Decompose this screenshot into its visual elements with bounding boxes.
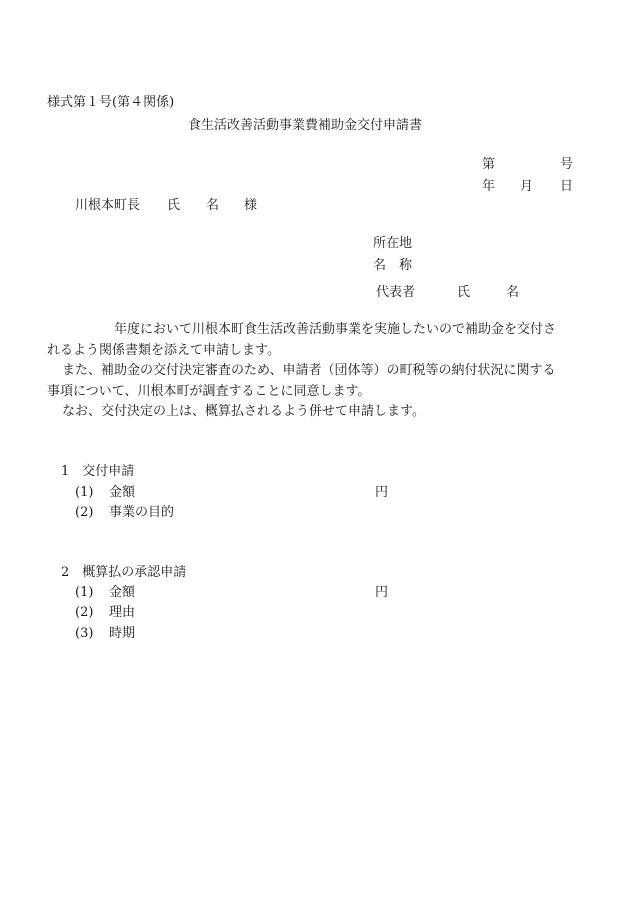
item-number: (1) — [75, 585, 94, 600]
item-label: 理由 — [109, 605, 136, 620]
date-month: 月 — [520, 179, 534, 194]
section-2-item-1 — [75, 586, 135, 599]
body-line-4: 事項について、川根本町が調査することに同意します。 — [47, 384, 371, 399]
body-line-2: れるよう関係書類を添えて申請します。 — [47, 343, 280, 358]
item-number: (1) — [75, 485, 94, 500]
item-label: 時期 — [109, 626, 136, 641]
item-number: (3) — [75, 626, 94, 641]
body-line-1: 年度において川根本町食生活改善活動事業を実施したいので補助金を交付さ — [114, 322, 557, 337]
document-title: 食生活改善活動事業費補助金交付申請書 — [188, 118, 423, 133]
date-day: 日 — [560, 179, 574, 194]
section-2-yen-unit: 円 — [375, 585, 389, 600]
body-line-5: なお、交付決定の上は、概算払されるよう併せて申請します。 — [62, 404, 425, 419]
item-number: (2) — [75, 605, 94, 620]
addressee-mei: 名 — [206, 198, 220, 213]
addressee-shi: 氏 — [167, 198, 181, 213]
section-2-heading: 2 概算払の承認申請 — [61, 565, 187, 580]
item-label: 事業の目的 — [109, 505, 175, 520]
section-1-item-1 — [75, 486, 135, 499]
section-2-item-2 — [75, 606, 135, 619]
body-line-3: また、補助金の交付決定審査のため、申請者（団体等）の町税等の納付状況に関する — [62, 363, 556, 378]
section-1-yen-unit: 円 — [375, 485, 389, 500]
addressee-sama: 様 — [244, 198, 258, 213]
item-number: (2) — [75, 505, 94, 520]
applicant-name-label: 名 称 — [373, 258, 413, 273]
form-number: 様式第１号(第４関係) — [47, 95, 175, 110]
section-1-heading: 1 交付申請 — [61, 464, 135, 479]
section-1-item-2 — [75, 506, 174, 519]
section-2-item-3 — [75, 627, 135, 640]
item-label: 金額 — [109, 585, 136, 600]
item-label: 金額 — [109, 485, 136, 500]
addressee-title: 川根本町長 — [75, 198, 141, 213]
applicant-mei: 名 — [506, 285, 520, 300]
applicant-address-label: 所在地 — [373, 236, 413, 251]
doc-number-go: 号 — [560, 157, 574, 172]
applicant-rep-label: 代表者 — [376, 285, 416, 300]
applicant-shi: 氏 — [457, 285, 471, 300]
doc-number-dai: 第 — [482, 157, 496, 172]
date-year: 年 — [482, 179, 496, 194]
